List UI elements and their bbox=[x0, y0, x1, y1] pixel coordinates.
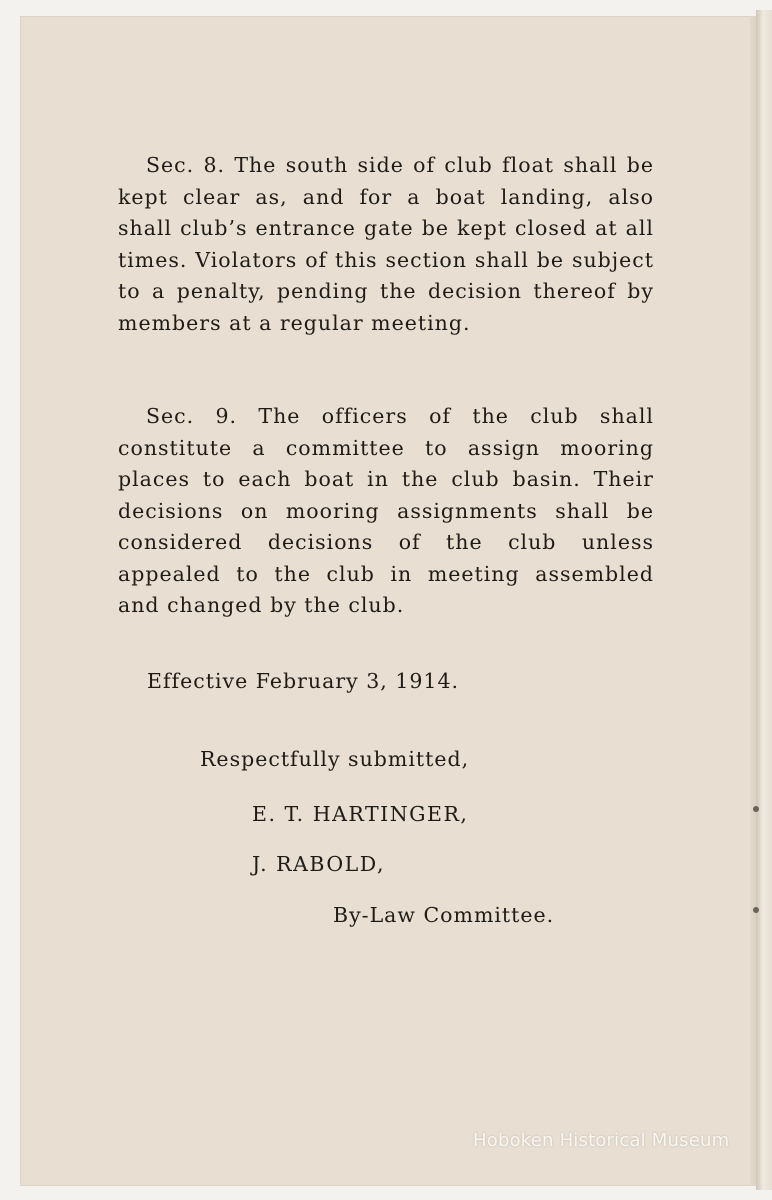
section-9-text: Sec. 9. The officers of the club shall constitute a committee to assign mooring places to each boat in the club basin. Their decisions on mooring assignments shall be considered decisions of the club unless appealed to the club in meeting assembled and changed by the club. bbox=[118, 404, 654, 617]
section-9-paragraph bbox=[118, 401, 654, 622]
closing-salutation: Respectfully submitted, bbox=[200, 747, 470, 771]
effective-date: Effective February 3, 1914. bbox=[147, 669, 460, 693]
signatory-rabold: J. RABOLD, bbox=[252, 852, 385, 876]
staple-bottom bbox=[753, 907, 759, 913]
section-8-text: Sec. 8. The south side of club float shall be kept clear as, and for a boat landing, also shall club’s entrance gate be kept closed at all times. Violators of this section shall be subject to a penalty, pending the decision thereof by members at a regular meeting. bbox=[118, 153, 654, 335]
committee-name: By-Law Committee. bbox=[333, 903, 555, 927]
staple-top bbox=[753, 806, 759, 812]
booklet-spine bbox=[756, 10, 772, 1190]
section-8-paragraph bbox=[118, 150, 654, 339]
museum-watermark: Hoboken Historical Museum bbox=[473, 1130, 730, 1151]
signatory-hartinger: E. T. HARTINGER, bbox=[252, 802, 469, 826]
